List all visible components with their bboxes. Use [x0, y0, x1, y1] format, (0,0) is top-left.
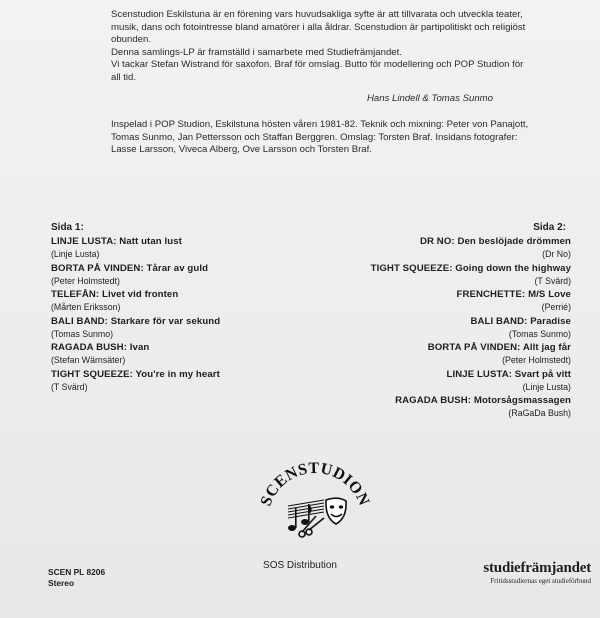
track-writer: (T Svärd) — [51, 381, 88, 392]
side-2-heading: Sida 2: — [533, 222, 566, 233]
track-artist: TIGHT SQUEEZE: — [51, 368, 133, 380]
track-artist: LINJE LUSTA: — [446, 368, 513, 380]
track-title: Svart på vitt — [514, 368, 571, 380]
track-item — [51, 236, 220, 263]
track-artist: BALI BAND: — [51, 315, 108, 327]
track-item — [51, 342, 220, 369]
track-artist: BORTA PÅ VINDEN: — [427, 342, 521, 353]
track-item — [371, 289, 571, 316]
recording-credits: Inspelad i POP Studion, Eskilstuna hösten våren 1981-82. Teknik och mixning: Peter von Panajott, Tomas Sunmo, Jan Pettersson och Staffan Berggren. Omslag: Torsten Braf. Insidans fotografer: Lasse Larsson, Viveca Alberg, Ove Larsson och Torsten Braf. — [111, 119, 529, 156]
scenstudion-logo — [258, 458, 372, 546]
track-writer: (Tomas Sunmo) — [51, 328, 114, 339]
track-artist: LINJE LUSTA: — [51, 236, 117, 247]
track-title: Going down the highway — [455, 262, 571, 274]
track-artist: DR NO: — [419, 236, 455, 247]
track-writer: (T Svärd) — [534, 275, 571, 286]
audio-format: Stereo — [48, 578, 75, 588]
track-item — [371, 342, 571, 369]
track-title: M/S Love — [528, 289, 571, 300]
track-item — [371, 369, 571, 396]
track-title: Paradise — [530, 315, 571, 327]
track-writer: (Mårten Eriksson) — [51, 302, 121, 312]
track-item — [371, 236, 571, 263]
catalog-number: SCEN PL 8206 — [48, 567, 106, 577]
studieframjandet-logo — [483, 560, 591, 585]
track-writer: (Perrié) — [541, 302, 571, 312]
track-writer: (Dr No) — [542, 249, 571, 259]
side-2-tracklist — [371, 236, 571, 422]
track-title: Allt jag får — [522, 342, 571, 353]
track-title: Ivan — [129, 342, 150, 353]
logo-text: SCENSTUDION — [258, 459, 372, 509]
track-item — [51, 289, 220, 316]
intro-signature: Hans Lindell & Tomas Sunmo — [366, 92, 493, 104]
intro-paragraph-association: Scenstudion Eskilstuna är en förening vars huvudsakliga syfte är att tillvarata och utveckla teater, musik, dans och fotointresse bland amatörer i alla åldrar. Scenstudion är partipolitiskt och religiöst obunden. — [111, 9, 526, 46]
track-writer: (Peter Holmstedt) — [51, 275, 120, 286]
track-item — [51, 316, 220, 343]
track-writer: (Linje Lusta) — [522, 381, 571, 392]
distribution-label: SOS Distribution — [263, 560, 337, 571]
track-writer: (Stefan Wärnsäter) — [51, 355, 126, 365]
track-artist: BALI BAND: — [470, 315, 528, 327]
track-item — [371, 316, 571, 343]
track-title: Natt utan lust — [119, 236, 182, 247]
track-title: You're in my heart — [135, 368, 220, 380]
sponsor-tagline: Fritidsstudiernas eget studieförbund — [490, 577, 591, 585]
track-artist: TELEFÅN: — [51, 289, 100, 300]
track-writer: (Linje Lusta) — [51, 249, 100, 259]
intro-paragraph-thanks: Vi tackar Stefan Wistrand för saxofon. Braf för omslag. Butto för modellering och POP Studion för all tid. — [111, 59, 524, 83]
side-1-heading: Sida 1: — [51, 222, 84, 233]
track-item — [371, 395, 571, 422]
track-artist: RAGADA BUSH: — [51, 342, 127, 353]
track-item — [371, 263, 571, 290]
track-title: Livet vid fronten — [102, 289, 179, 300]
intro-paragraph-collaboration: Denna samlings-LP är framställd i samarbete med Studiefrämjandet. — [111, 46, 402, 58]
track-item — [51, 369, 220, 396]
track-title: Tårar av guld — [146, 262, 209, 274]
theatre-masks-music-icon — [258, 458, 372, 546]
track-artist: RAGADA BUSH: — [395, 395, 472, 406]
track-artist: FRENCHETTE: — [456, 289, 526, 300]
track-title: Starkare för var sekund — [110, 315, 221, 327]
track-artist: BORTA PÅ VINDEN: — [51, 262, 144, 274]
track-title: Den beslöjade drömmen — [457, 236, 571, 247]
track-item — [51, 263, 220, 290]
side-1-tracklist — [51, 236, 220, 395]
track-writer: (Peter Holmstedt) — [502, 355, 571, 365]
track-title: Motorsågsmassagen — [473, 395, 571, 406]
intro-text-block — [111, 9, 531, 157]
catalog-info — [48, 567, 105, 589]
track-writer: (RaGaDa Bush) — [508, 408, 571, 418]
track-writer: (Tomas Sunmo) — [508, 328, 571, 339]
track-artist: TIGHT SQUEEZE: — [370, 262, 453, 274]
sponsor-name: studiefrämjandet — [483, 560, 591, 576]
